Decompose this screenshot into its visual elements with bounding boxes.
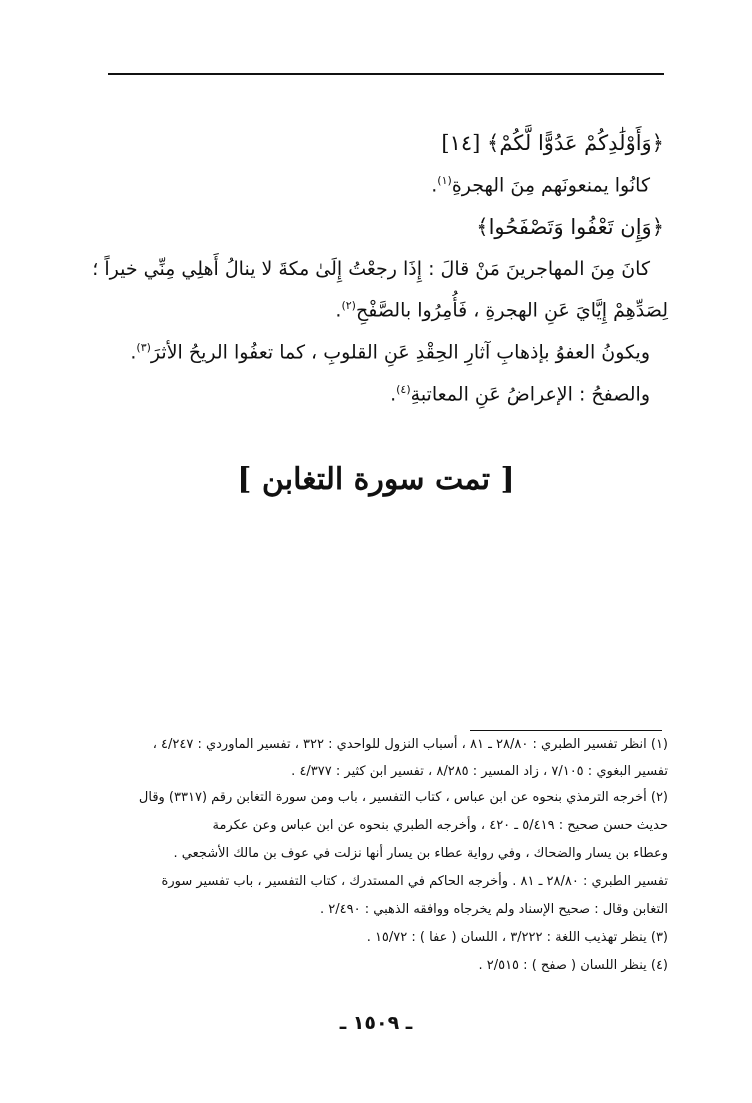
paragraph-1-line-1 <box>92 258 650 280</box>
footnote-1-line-2: تفسير البغوي : ٧/١٠٥ ، زاد المسير : ٨/٢٨٥ ، تفسير ابن كثير : ٤/٣٧٧ . <box>291 764 668 779</box>
verse-line-1 <box>441 131 664 155</box>
footnote-1-line-1: (١) انظر تفسير الطبري : ٢٨/٨٠ ـ ٨١ ، أسباب النزول للواحدي : ٣٢٢ ، تفسير الماوردي : ٤/٢٤٧ ، <box>152 737 668 752</box>
footnote-2-line-2: حديث حسن صحيح : ٥/٤١٩ ـ ٤٢٠ ، وأخرجه الطبري بنحوه عن ابن عباس وعن عكرمة <box>212 818 668 833</box>
paragraph-text: والصفحُ : الإعراضُ عَنِ المعاتبةِ <box>410 383 650 406</box>
sura-end-title: [ تمت سورة التغابن ] <box>237 462 515 497</box>
verse-line-2 <box>476 215 664 239</box>
footnote-rule <box>470 730 662 731</box>
header-rule <box>108 73 664 75</box>
footnote-ref: (٣) <box>136 341 151 354</box>
verse-text: ﴿وَإِن تَعْفُوا وَتَصْفَحُوا﴾ <box>476 215 664 239</box>
paragraph-1-line-2: لِصَدِّهِمْ إِيَّايَ عَنِ الهجرةِ ، فَأُمِرُوا بالصَّفْحِ$^{(٢)}$. <box>335 299 668 322</box>
paragraph-text: كانَ مِنَ المهاجرينَ مَنْ قالَ : إِذَا رجعْتُ إِلَىٰ مكةَ لا ينالُ أَهلِي مِنِّي خيراً ؛ <box>92 258 650 280</box>
paragraph-text: لِصَدِّهِمْ إِيَّايَ عَنِ الهجرةِ ، فَأُمِرُوا بالصَّفْحِ <box>355 299 668 322</box>
note-text: كانُوا يمنعونَهم مِنَ الهجرةِ <box>451 174 650 197</box>
page-number: ـ ١٥٠٩ ـ <box>339 1012 413 1034</box>
footnote-3-line-1: (٣) ينظر تهذيب اللغة : ٣/٢٢٢ ، اللسان ( عفا ) : ١٥/٧٢ . <box>366 930 668 945</box>
paragraph-2-line-1: ويكونُ العفوُ بإذهابِ آثارِ الحِقْدِ عَنِ القلوبِ ، كما تعفُوا الريحُ الأثرَ$^{(٣)}$. <box>130 341 650 364</box>
footnote-ref: (١) <box>437 174 452 187</box>
footnote-2-line-1: (٢) أخرجه الترمذي بنحوه عن ابن عباس ، كتاب التفسير ، باب ومن سورة التغابن رقم (٣٣١٧) وقال <box>138 790 668 805</box>
paragraph-text: ويكونُ العفوُ بإذهابِ آثارِ الحِقْدِ عَنِ القلوبِ ، كما تعفُوا الريحُ الأثرَ <box>150 341 650 364</box>
footnote-ref: (٤) <box>396 383 411 396</box>
footnote-2-line-4: تفسير الطبري : ٢٨/٨٠ ـ ٨١ . وأخرجه الحاكم في المستدرك ، كتاب التفسير ، باب تفسير سورة <box>161 874 668 889</box>
footnote-2-line-3: وعطاء بن يسار والضحاك ، وفي رواية عطاء بن يسار أنها نزلت في عوف بن مالك الأشجعي . <box>173 846 668 861</box>
footnote-2-line-5: التغابن وقال : صحيح الإسناد ولم يخرجاه ووافقه الذهبي : ٢/٤٩٠ . <box>320 902 668 917</box>
footnote-4-line-1: (٤) ينظر اللسان ( صفح ) : ٢/٥١٥ . <box>478 958 668 973</box>
verse-number: [١٤] <box>441 131 481 155</box>
verse-text: ﴿وَأَوْلَٰدِكُمْ عَدُوًّا لَّكُمْ﴾ <box>487 131 664 155</box>
footnote-ref: (٢) <box>341 299 356 312</box>
note-line-1: كانُوا يمنعونَهم مِنَ الهجرةِ$^{(١)}$. <box>431 174 650 197</box>
paragraph-2-line-2: والصفحُ : الإعراضُ عَنِ المعاتبةِ$^{(٤)}$. <box>390 383 650 406</box>
